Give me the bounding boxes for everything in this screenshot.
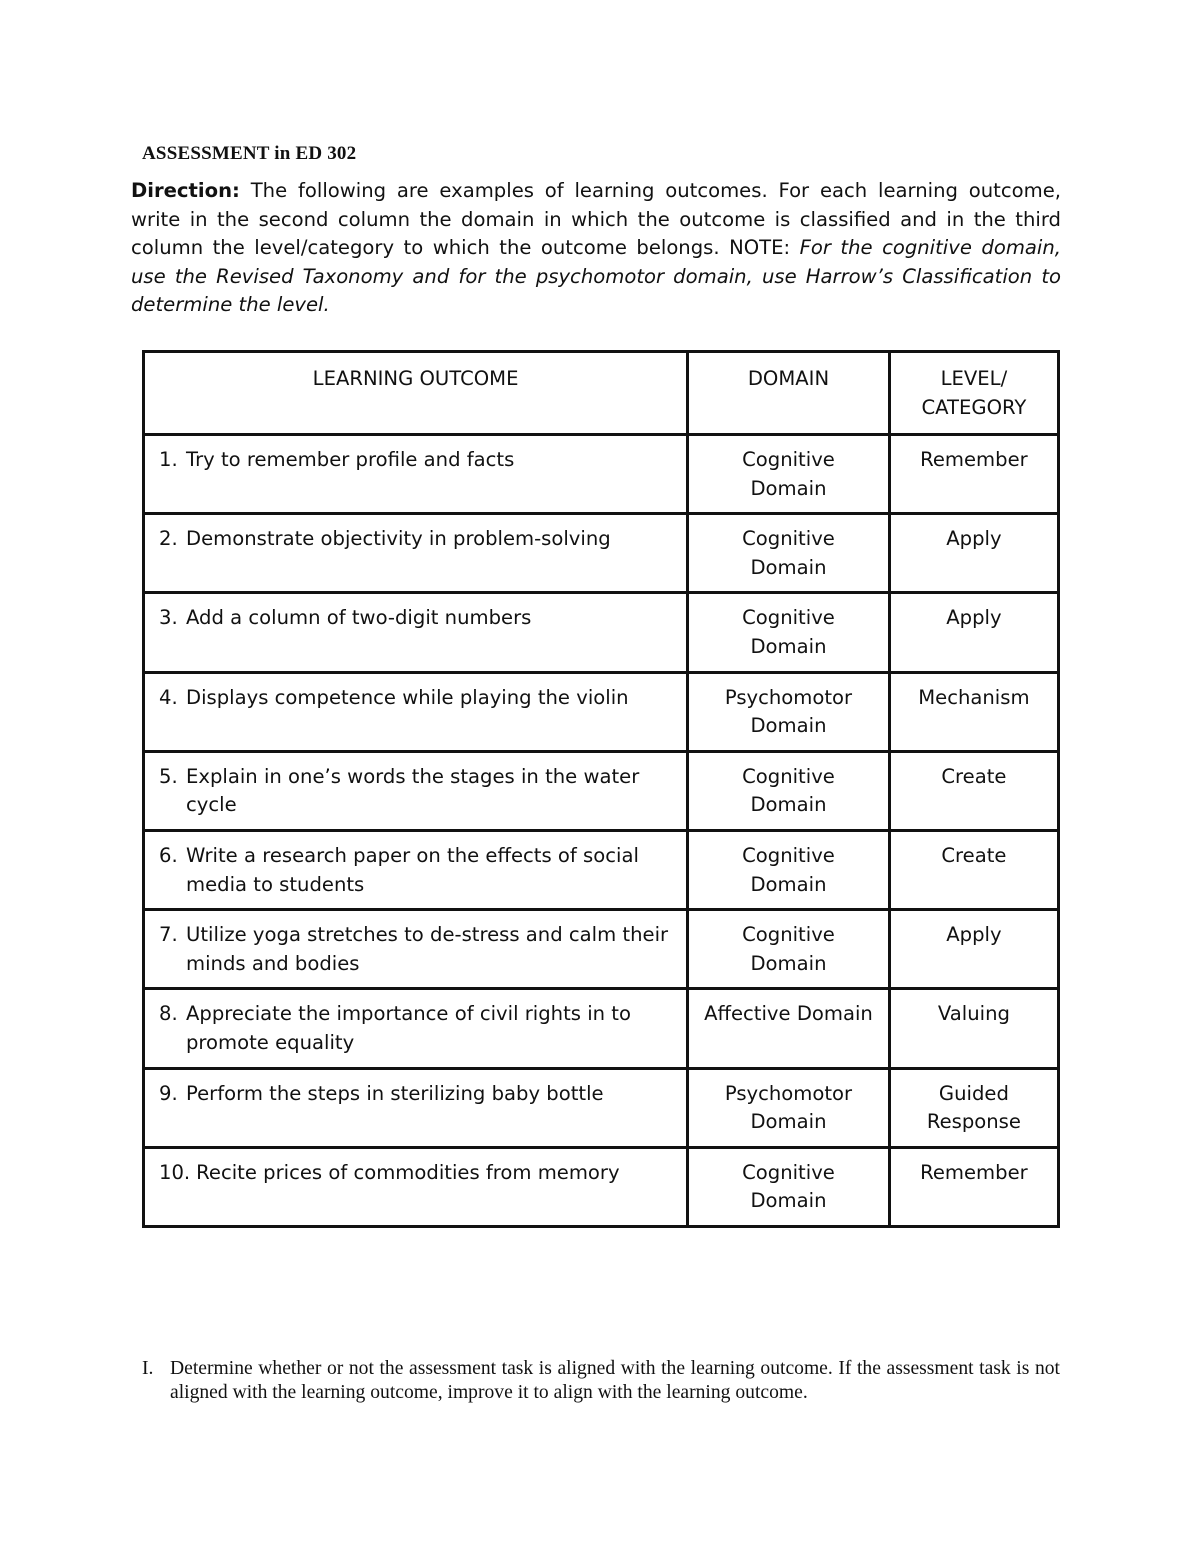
outcome-cell: [144, 830, 688, 909]
level-cell: Apply: [889, 910, 1058, 989]
note-text: For the cognitive domain, use the Revised Taxonomy and for the psychomotor domain, use Harrow’s Classification to determine the level.: [131, 236, 1062, 317]
outcome-text: Recite prices of commodities from memory: [196, 1160, 620, 1184]
outcome-cell: [144, 1068, 688, 1147]
table-row: [144, 593, 1059, 672]
section-i-instruction: [142, 1357, 1060, 1405]
table-row: [144, 435, 1059, 514]
outcome-number: 2.: [159, 527, 178, 551]
outcome-text: Utilize yoga stretches to de-stress and calm their minds and bodies: [186, 923, 669, 975]
direction-label: Direction:: [131, 179, 240, 202]
outcome-number: 6.: [159, 843, 178, 867]
table-row: [144, 751, 1059, 830]
level-cell: Remember: [889, 1147, 1058, 1226]
table-row: [144, 672, 1059, 751]
domain-cell: Cognitive Domain: [688, 751, 890, 830]
level-cell: Guided Response: [889, 1068, 1058, 1147]
table-row: [144, 910, 1059, 989]
header-domain: DOMAIN: [688, 352, 890, 435]
level-cell: Remember: [889, 435, 1058, 514]
header-learning-outcome: LEARNING OUTCOME: [144, 352, 688, 435]
level-cell: Create: [889, 830, 1058, 909]
outcome-cell: [144, 1147, 688, 1226]
outcome-text: Explain in one’s words the stages in the water cycle: [186, 764, 640, 817]
outcome-number: 5.: [159, 764, 178, 788]
outcome-text: Perform the steps in sterilizing baby bottle: [186, 1081, 604, 1105]
level-cell: Mechanism: [889, 672, 1058, 751]
header-level-category: LEVEL/ CATEGORY: [889, 352, 1058, 435]
learning-outcomes-table: [142, 350, 1060, 1228]
document-title: ASSESSMENT in ED 302: [142, 143, 357, 164]
outcome-cell: [144, 593, 688, 672]
outcome-number: 1.: [159, 448, 178, 471]
table-row: [144, 989, 1059, 1068]
domain-cell: Cognitive Domain: [688, 435, 890, 514]
table-row: [144, 830, 1059, 909]
outcome-cell: [144, 514, 688, 593]
outcome-text: Displays competence while playing the violin: [186, 685, 629, 709]
direction-text: The following are examples of learning outcomes. For each learning outcome, write in the second column the domain in which the outcome is classified and in the third column the level/category to which the outcome belongs.: [131, 179, 1061, 260]
outcome-number: 4.: [159, 685, 178, 709]
outcome-number: 10.: [159, 1160, 191, 1184]
table-row: [144, 514, 1059, 593]
domain-cell: Affective Domain: [688, 989, 890, 1068]
domain-cell: Cognitive Domain: [688, 514, 890, 593]
note-label: NOTE:: [729, 236, 791, 260]
domain-cell: Cognitive Domain: [688, 830, 890, 909]
outcome-text: Try to remember profile and facts: [186, 448, 515, 471]
outcome-cell: [144, 989, 688, 1068]
table-row: [144, 1147, 1059, 1226]
outcome-number: 7.: [159, 923, 178, 947]
outcome-text: Appreciate the importance of civil rights in to promote equality: [186, 1002, 631, 1054]
section-i-text: Determine whether or not the assessment task is aligned with the learning outcome. If the assessment task is not aligned with the learning outcome, improve it to align with the learning outcome.: [170, 1358, 1060, 1403]
outcome-cell: [144, 435, 688, 514]
outcome-text: Add a column of two-digit numbers: [186, 606, 532, 630]
direction-paragraph: [131, 177, 1061, 320]
level-cell: Apply: [889, 514, 1058, 593]
outcome-cell: [144, 910, 688, 989]
domain-cell: Cognitive Domain: [688, 910, 890, 989]
outcome-text: Write a research paper on the effects of social media to students: [186, 843, 639, 896]
domain-cell: Cognitive Domain: [688, 593, 890, 672]
level-cell: Create: [889, 751, 1058, 830]
level-cell: Valuing: [889, 989, 1058, 1068]
outcome-cell: [144, 751, 688, 830]
domain-cell: Cognitive Domain: [688, 1147, 890, 1226]
section-numeral: I.: [142, 1358, 154, 1379]
level-cell: Apply: [889, 593, 1058, 672]
outcome-number: 3.: [159, 606, 178, 630]
domain-cell: Psychomotor Domain: [688, 672, 890, 751]
table-row: [144, 1068, 1059, 1147]
domain-cell: Psychomotor Domain: [688, 1068, 890, 1147]
outcome-text: Demonstrate objectivity in problem-solving: [186, 527, 611, 551]
outcome-number: 9.: [159, 1081, 178, 1105]
outcome-cell: [144, 672, 688, 751]
table-header-row: [144, 352, 1059, 435]
outcome-number: 8.: [159, 1002, 178, 1026]
